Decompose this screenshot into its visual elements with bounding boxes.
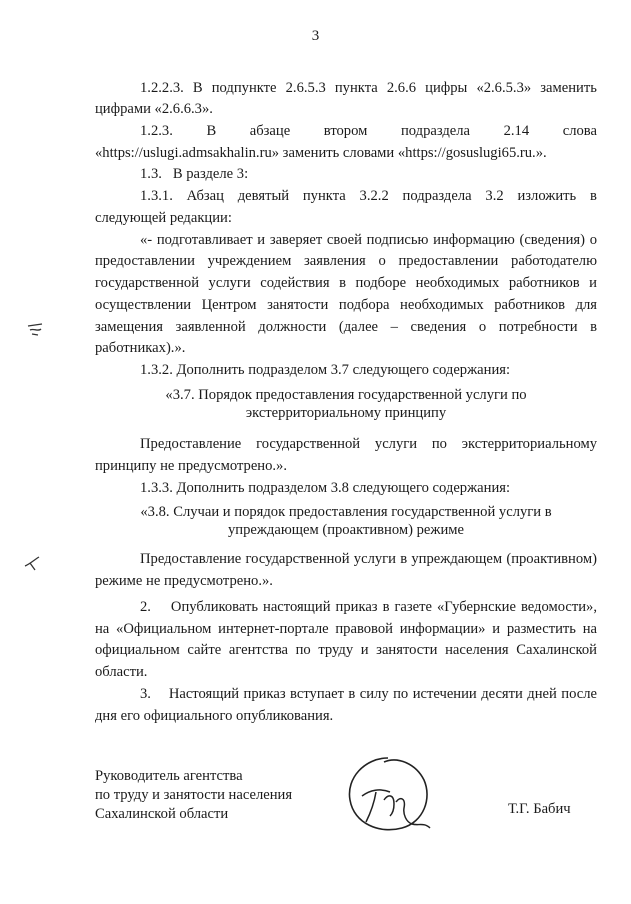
quote-line-3: государственной услуги содействия в подборе необходимых работников и (95, 275, 597, 291)
section-3-8-body-line-1: Предоставление государственной услуги в упреждающем (проактивном) (140, 551, 597, 567)
scan-speck-mark (22, 552, 44, 574)
paragraph-2-line-2: на «Официальном интернет-портале правовой информации» и разместить на (95, 621, 597, 637)
paragraph-1-3-2: 1.3.2. Дополнить подразделом 3.7 следующего содержания: (140, 362, 511, 378)
quote-line-4: осуществлении Центром занятости подбора необходимых работников для (95, 297, 597, 313)
position-line-3: Сахалинской области (95, 806, 229, 822)
paragraph-3-line-1: 3. Настоящий приказ вступает в силу по истечении десяти дней после (140, 686, 597, 702)
paragraph-2-line-1: 2. Опубликовать настоящий приказ в газете «Губернские ведомости», (140, 599, 597, 615)
section-3-7-title-line-2: экстерриториальному принципу (245, 405, 447, 421)
position-line-1: Руководитель агентства (95, 768, 243, 784)
position-line-2: по труду и занятости населения (95, 787, 293, 803)
paragraph-3-line-2: дня его официального опубликования. (95, 708, 334, 724)
paragraph-1-3-1-line-1: 1.3.1. Абзац девятый пункта 3.2.2 подраздела 3.2 изложить в (140, 188, 597, 204)
paragraph-1-2-2-3-line-2: цифрами «2.6.6.3». (95, 101, 213, 117)
quote-line-1: «- подготавливает и заверяет своей подписью информацию (сведения) о (140, 232, 597, 248)
section-3-7-title-line-1: «3.7. Порядок предоставления государственной услуги по (165, 387, 527, 403)
paragraph-2-line-4: области. (95, 664, 148, 680)
handwritten-signature (340, 752, 440, 842)
page-number: 3 (311, 28, 320, 44)
quote-line-6: работниках).». (95, 340, 186, 356)
quote-line-5: замещения заявленной должности (далее – сведения о потребности в (95, 319, 597, 335)
paragraph-1-2-3-line-2: «https://uslugi.admsakhalin.ru» заменить словами «https://gosuslugi65.ru.». (95, 145, 547, 161)
paragraph-1-3-1-line-2: следующей редакции: (95, 210, 232, 226)
signer-name: Т.Г. Бабич (508, 801, 571, 817)
scan-speck-mark (24, 318, 46, 340)
section-3-7-body-line-2: принципу не предусмотрено.». (95, 458, 287, 474)
section-3-8-title-line-2: упреждающем (проактивном) режиме (227, 522, 465, 538)
quote-line-2: предоставлении учреждением заявления о предоставлении работодателю (95, 253, 597, 269)
section-3-7-body-line-1: Предоставление государственной услуги по экстерриториальному (140, 436, 597, 452)
paragraph-1-2-2-3-line-1: 1.2.2.3. В подпункте 2.6.5.3 пункта 2.6.6 цифры «2.6.5.3» заменить (140, 80, 597, 96)
section-3-8-body-line-2: режиме не предусмотрено.». (95, 573, 273, 589)
paragraph-1-2-3-line-1: 1.2.3. В абзаце втором подраздела 2.14 слова (140, 123, 597, 139)
section-3-8-title-line-1: «3.8. Случаи и порядок предоставления государственной услуги в (140, 504, 552, 520)
paragraph-1-3-3: 1.3.3. Дополнить подразделом 3.8 следующего содержания: (140, 480, 511, 496)
paragraph-1-3: 1.3. В разделе 3: (140, 166, 249, 182)
paragraph-2-line-3: официальном сайте агентства по труду и занятости населения Сахалинской (95, 642, 597, 658)
